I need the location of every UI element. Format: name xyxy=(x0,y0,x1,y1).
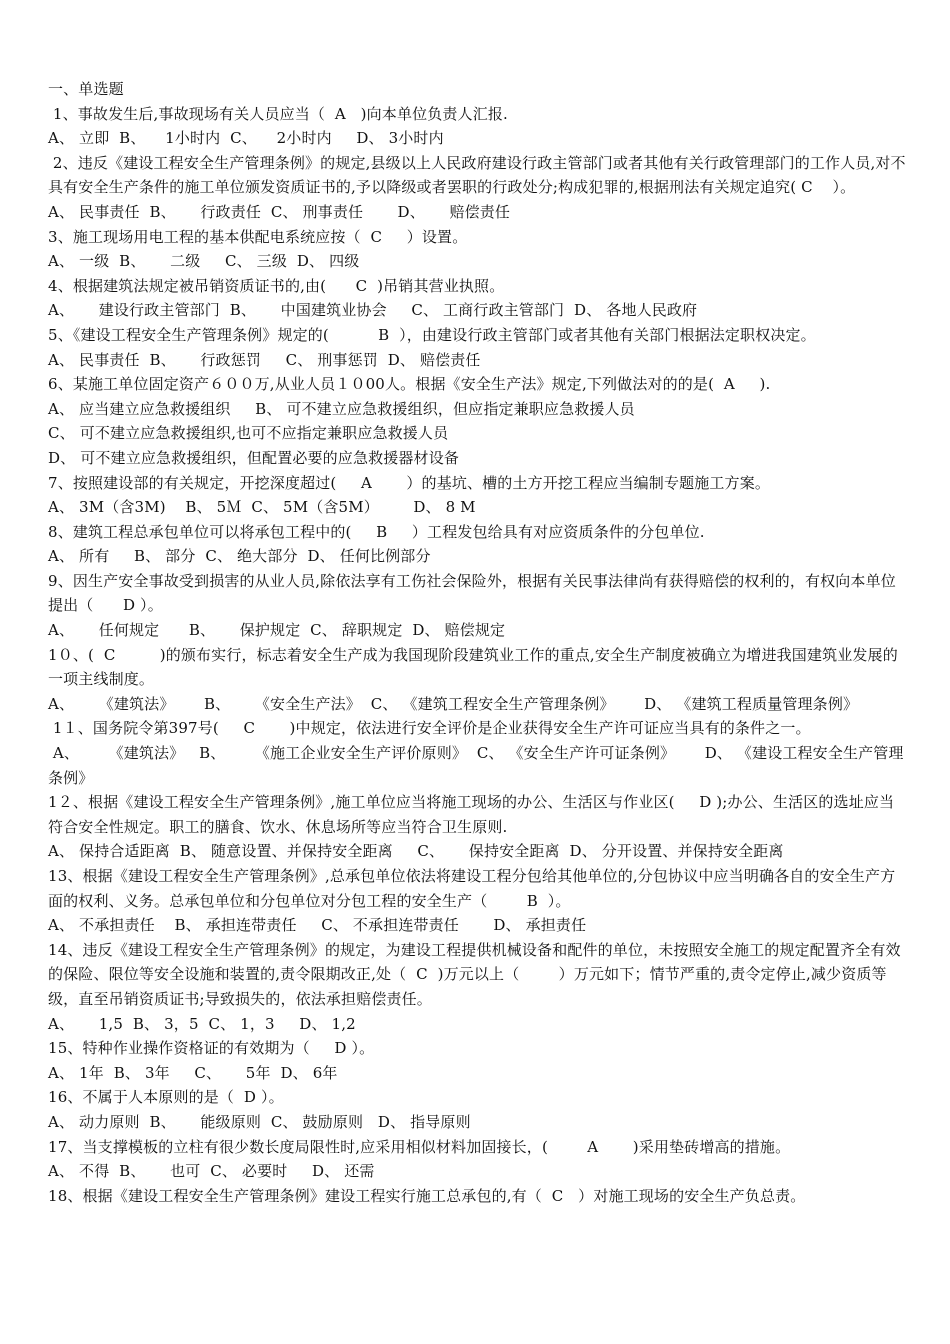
question-line: 4、根据建筑法规定被吊销资质证书的,由( C )吊销其营业执照。 xyxy=(48,276,505,295)
option-line: A、 不得 B、 也可 C、 必要时 D、 还需 xyxy=(48,1162,375,1181)
option-line: A、 1,5 B、 3，5 C、 1，3 D、 1,2 xyxy=(48,1014,356,1033)
question-line: 3、施工现场用电工程的基本供配电系统应按（ C ）设置。 xyxy=(48,227,468,246)
option-line: D、 可不建立应急救援组织，但配置必要的应急救援器材设备 xyxy=(48,448,459,467)
question-line: 17、当支撑模板的立柱有很少数长度局限性时,应采用相似材料加固接长，( A )采用垫砖增高的措施。 xyxy=(48,1137,791,1156)
question-line: 14、违反《建设工程安全生产管理条例》的规定，为建设工程提供机械设备和配件的单位，未按照安全施工的规定配置齐全有效的保险、限位等安全设施和装置的,责令限期改正,处（ C )万元以上（ ）万元如下；情节严重的,责令定停止,减少资质等级，直至吊销资质证书;导致损失的，依法承担赔偿责任。 xyxy=(48,940,901,1008)
option-line: A、 任何规定 B、 保护规定 C、 辞职规定 D、 赔偿规定 xyxy=(48,621,506,640)
question-line: 6、某施工单位固定资产６００万,从业人员１０00人。根据《安全生产法》规定,下列做法对的的是( A ). xyxy=(48,375,771,394)
question-line: 1２、根据《建设工程安全生产管理条例》,施工单位应当将施工现场的办公、生活区与作业区( D );办公、生活区的选址应当符合安全性规定。职工的膳食、饮水、休息场所等应当符合卫生原则. xyxy=(48,793,895,836)
question-line: 15、特种作业操作资格证的有效期为（ D ）。 xyxy=(48,1039,375,1058)
option-line: A、 动力原则 B、 能级原则 C、 鼓励原则 D、 指导原则 xyxy=(48,1112,471,1131)
option-line: A、 一级 B、 二级 C、 三级 D、 四级 xyxy=(48,252,360,271)
option-line: A、 《建筑法》 B、 《安全生产法》 C、 《建筑工程安全生产管理条例》 D、 《建筑工程质量管理条例》 xyxy=(48,694,859,713)
question-line: 16、不属于人本原则的是（ D ）。 xyxy=(48,1088,284,1107)
question-line: 18、根据《建设工程安全生产管理条例》建设工程实行施工总承包的,有（ C ）对施工现场的安全生产负总责。 xyxy=(48,1186,806,1205)
option-line: A、 民事责任 B、 行政惩罚 C、 刑事惩罚 D、 赔偿责任 xyxy=(48,350,481,369)
option-line: A、 《建筑法》 B、 《施工企业安全生产评价原则》 C、 《安全生产许可证条例》 D、 《建设工程安全生产管理条例》 xyxy=(48,744,904,787)
option-line: A、 应当建立应急救援组织 B、 可不建立应急救援组织，但应指定兼职应急救援人员 xyxy=(48,399,635,418)
option-line: A、 不承担责任 B、 承担连带责任 C、 不承担连带责任 D、 承担责任 xyxy=(48,916,587,935)
question-line: 5、《建设工程安全生产管理条例》规定的( B ），由建设行政主管部门或者其他有关部门根据法定职权决定。 xyxy=(48,325,816,344)
question-line: 1１、国务院令第397号( C )中规定，依法进行安全评价是企业获得安全生产许可证应当具有的条件之一。 xyxy=(48,719,811,738)
option-line: A、 保持合适距离 B、 随意设置、并保持安全距离 C、 保持安全距离 D、 分开设置、并保持安全距离 xyxy=(48,842,784,861)
question-line: 1０、( C )的颁布实行，标志着安全生产成为我国现阶段建筑业工作的重点,安全生产制度被确立为增进我国建筑业发展的一项主线制度。 xyxy=(48,645,898,689)
question-line: 13、根据《建设工程安全生产管理条例》,总承包单位依法将建设工程分包给其他单位的,分包协议中应当明确各自的安全生产方面的权利、义务。总承包单位和分包单位对分包工程的安全生产（ B ）。 xyxy=(48,867,896,910)
document-body xyxy=(48,77,906,1208)
question-line: 7、按照建设部的有关规定，开挖深度超过( A ）的基坑、槽的土方开挖工程应当编制专题施工方案。 xyxy=(48,473,770,492)
option-line: A、 1年 B、 3年 C、 5年 D、 6年 xyxy=(48,1063,338,1082)
option-line: A、 3M（含3M) B、 5Ｍ C、 5M（含5M） D、 8 M xyxy=(48,498,476,517)
option-line: A、 所有 B、 部分 C、 绝大部分 D、 任何比例部分 xyxy=(48,547,431,566)
option-line: C、 可不建立应急救援组织,也可不应指定兼职应急救援人员 xyxy=(48,424,449,443)
question-list xyxy=(48,102,906,1209)
section-title: 一、单选题 xyxy=(48,80,124,98)
option-line: A、 建设行政主管部门 B、 中国建筑业协会 C、 工商行政主管部门 D、 各地人民政府 xyxy=(48,301,698,320)
question-line: 2、违反《建设工程安全生产管理条例》的规定,县级以上人民政府建设行政主管部门或者其他有关行政管理部门的工作人员,对不具有安全生产条件的施工单位颁发资质证书的,予以降级或者罢职的行政处分;构成犯罪的,根据刑法有关规定追究( C ）。 xyxy=(48,153,906,197)
option-line: A、 民事责任 B、 行政责任 C、 刑事责任 D、 赔偿责任 xyxy=(48,202,511,221)
question-line: 9、因生产安全事故受到损害的从业人员,除依法享有工伤社会保险外，根据有关民事法律尚有获得赔偿的权利的，有权向本单位提出（ D ）。 xyxy=(48,571,896,615)
question-line: 8、建筑工程总承包单位可以将承包工程中的( B ）工程发包给具有对应资质条件的分包单位. xyxy=(48,522,705,541)
option-line: A、 立即 B、 1小时内 C、 2小时内 D、 3小时内 xyxy=(48,129,444,148)
question-line: 1、事故发生后,事故现场有关人员应当（ A )向本单位负责人汇报. xyxy=(48,104,508,123)
